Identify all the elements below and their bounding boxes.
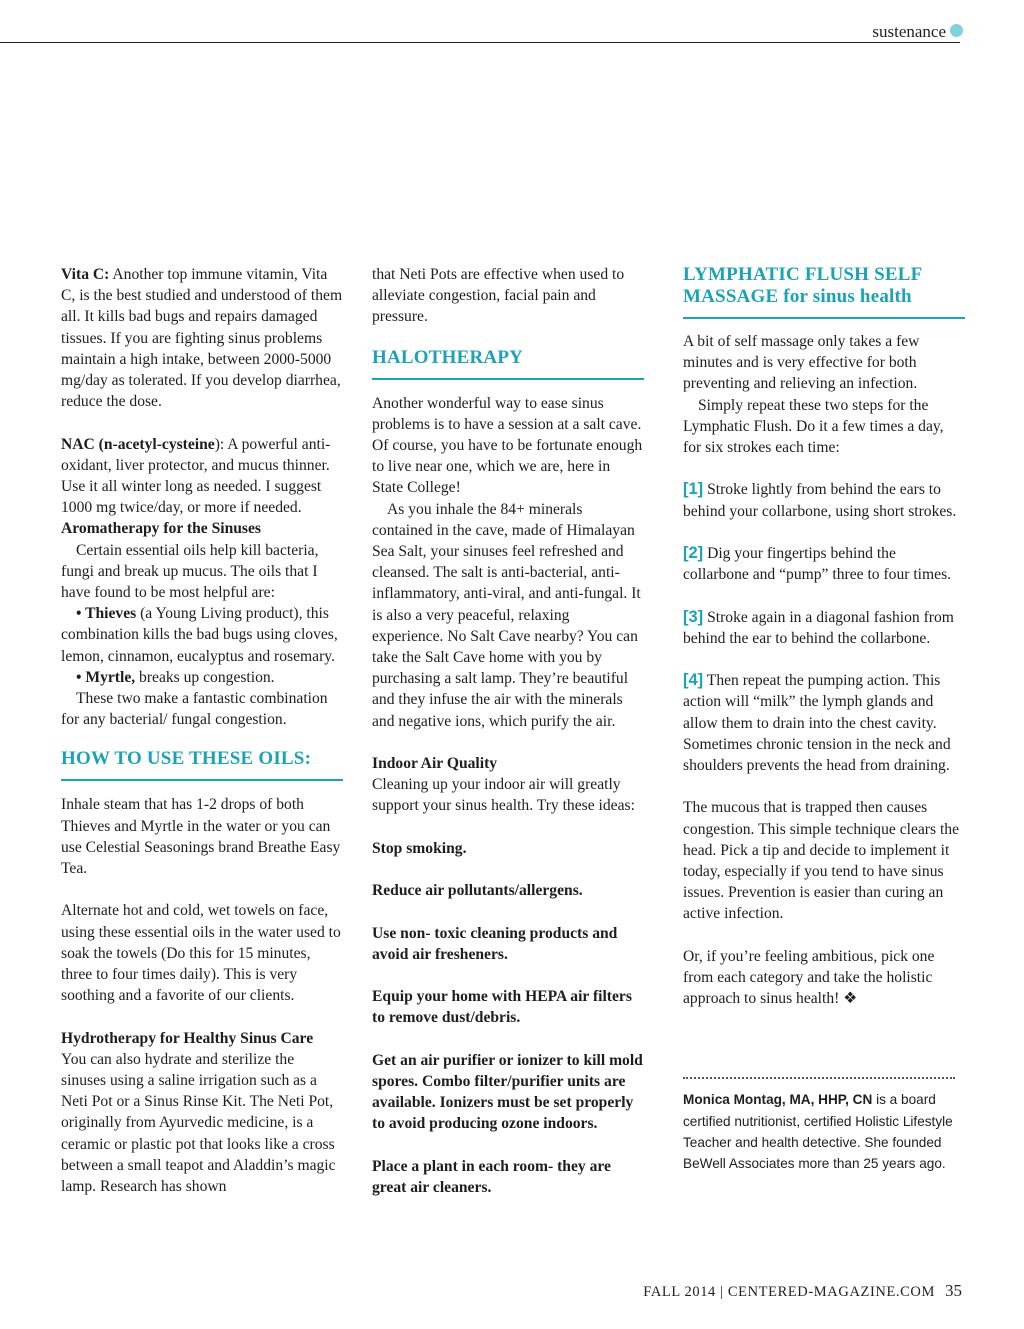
myrtle-label: • Myrtle, — [76, 668, 136, 686]
vitac-paragraph — [61, 264, 343, 412]
step-1: [1] Stroke lightly from behind the ears to behind your collarbone, using short strokes. — [683, 480, 957, 520]
oils-paragraph-2: Alternate hot and cold, wet towels on face, using these essential oils in the water used to soak the towels (Do this for 15 minutes, three to four times daily). This is very soothing and a favorite of our clients. — [61, 902, 341, 1005]
footer-issue: FALL 2014 | CENTERED-MAGAZINE.COM — [643, 1284, 935, 1300]
final-paragraph: Or, if you’re feeling ambitious, pick one from each category and take the holistic approach to sinus health! ❖ — [683, 947, 935, 1008]
step-number: [1] — [683, 480, 704, 499]
step-2: [2] Dig your fingertips behind the collarbone and “pump” three to four times. — [683, 544, 952, 584]
hydro-text: You can also hydrate and sterilize the sinuses using a saline irrigation such as a Neti Pot or a Sinus Rinse Kit. The Neti Pot, originally from Ayurvedic medicine, is a ceramic or plastic pot that looks like a cross between a small teapot and Aladdin’s magic lamp. Research has shown — [61, 1050, 336, 1196]
iaq-text: Cleaning up your indoor air will greatly support your sinus health. Try these ideas: — [372, 776, 635, 815]
thieves-label: • Thieves — [76, 605, 137, 623]
step-4: [4] Then repeat the pumping action. This action will “milk” the lymph glands and allow them to drain into the chest cavity. Sometimes chronic tension in the neck and shoulders prevents the head from draining. — [683, 671, 951, 774]
halo-paragraph-2: As you inhale the 84+ minerals contained in the cave, made of Himalayan Sea Salt, your sinuses feel refreshed and cleansed. The salt is anti-bacterial, anti-inflammatory, anti-viral, and anti-fungal. It is also a very peaceful, relaxing experience. No Salt Cave nearby? You can take the Salt Cave home with you by purchasing a salt lamp. They’re beautiful and they infuse the air with the minerals and negative ions, which purify the air. — [372, 500, 641, 730]
thieves-item — [61, 603, 343, 667]
myrtle-text: breaks up congestion. — [135, 668, 275, 686]
oils-heading-rule — [61, 779, 343, 781]
tip-item: Reduce air pollutants/allergens. — [372, 882, 583, 900]
oils-heading: HOW TO USE THESE OILS: — [61, 748, 312, 770]
neti-continued: that Neti Pots are effective when used to alleviate congestion, facial pain and pressure. — [372, 266, 625, 326]
column-2 — [372, 264, 644, 1198]
halo-paragraph-1: Another wonderful way to ease sinus problems is to have a session at a salt cave. Of course, you have to be fortunate enough to live near one, which we are, here in State College! — [372, 394, 643, 497]
vitac-text: Another top immune vitamin, Vita C, is the best studied and understood of them all. It kills bad bugs and repairs damaged tissues. If you are fighting sinus problems maintain a high intake, between 2000-5000 mg/day as tolerated. If you develop diarrhea, reduce the dose. — [61, 266, 343, 411]
nac-paragraph — [61, 434, 343, 519]
vitac-label: Vita C: — [61, 266, 110, 283]
author-bio: Monica Montag, MA, HHP, CN is a board certified nutritionist, certified Holistic Lifestyle Teacher and health detective. She founded BeWell Associates more than 25 years ago. — [683, 1092, 953, 1172]
lymphatic-heading-rule — [683, 317, 965, 319]
step-number: [3] — [683, 607, 704, 626]
intro-paragraph-1: A bit of self massage only takes a few minutes and is very effective for both preventing and relieving an infection. — [683, 333, 920, 393]
intro-paragraph-2: Simply repeat these two steps for the Lymphatic Flush. Do it a few times a day, for six strokes each time: — [683, 396, 944, 457]
tip-item: Use non- toxic cleaning products and avoid air fresheners. — [372, 924, 618, 963]
step-number: [2] — [683, 544, 704, 562]
lymphatic-heading: LYMPHATIC FLUSH SELF MASSAGE for sinus health — [683, 264, 923, 307]
header-rule — [0, 42, 960, 43]
nac-text: ): A powerful anti-oxidant, liver protector, and mucus thinner. Use it all winter long as needed. I suggest 1000 mg twice/day, or more if needed. — [61, 435, 331, 517]
hydro-heading: Hydrotherapy for Healthy Sinus Care — [61, 1029, 314, 1047]
section-label: sustenance — [872, 22, 946, 41]
tip-item: Get an air purifier or ionizer to kill mold spores. Combo filter/purifier units are available. Ionizers must be set properly to avoid producing ozone indoors. — [372, 1051, 643, 1133]
iaq-heading: Indoor Air Quality — [372, 755, 498, 773]
oils-paragraph-1: Inhale steam that has 1-2 drops of both Thieves and Myrtle in the water or you can use Celestial Seasonings brand Breathe Easy Tea. — [61, 796, 341, 878]
step-number: [4] — [683, 671, 704, 690]
section-dot-icon — [950, 24, 963, 37]
aroma-heading: Aromatherapy for the Sinuses — [61, 520, 261, 538]
aroma-text: Certain essential oils help kill bacteria, fungi and break up mucus. The oils that I have found to be most helpful are: — [61, 541, 319, 602]
tip-item: Stop smoking. — [372, 839, 467, 857]
page-number: 35 — [945, 1281, 962, 1300]
tip-item: Equip your home with HEPA air filters to remove dust/debris. — [372, 988, 632, 1027]
thieves-text: (a Young Living product), this combination kills the bad bugs using cloves, lemon, cinnamon, eucalyptus and rosemary. — [61, 605, 338, 665]
step-3: [3] Stroke again in a diagonal fashion from behind the ear to behind the collarbone. — [683, 607, 954, 647]
author-name: Monica Montag, MA, HHP, CN — [683, 1092, 873, 1108]
column-3 — [683, 264, 965, 1175]
combo-text: These two make a fantastic combination for any bacterial/ fungal congestion. — [61, 690, 328, 729]
tip-item: Place a plant in each room- they are great air cleaners. — [372, 1157, 611, 1197]
nac-label: NAC (n-acetyl-cysteine — [61, 435, 215, 453]
footer — [643, 1281, 962, 1301]
myrtle-item — [61, 667, 343, 688]
column-1 — [61, 264, 343, 1197]
halo-heading: HALOTHERAPY — [372, 346, 524, 368]
mucous-paragraph: The mucous that is trapped then causes congestion. This simple technique clears the head. Pick a tip and decide to implement it today, especially if you tend to have sinus issues. Prevention is easier than curing an active infection. — [683, 799, 959, 923]
halo-heading-rule — [372, 378, 644, 380]
